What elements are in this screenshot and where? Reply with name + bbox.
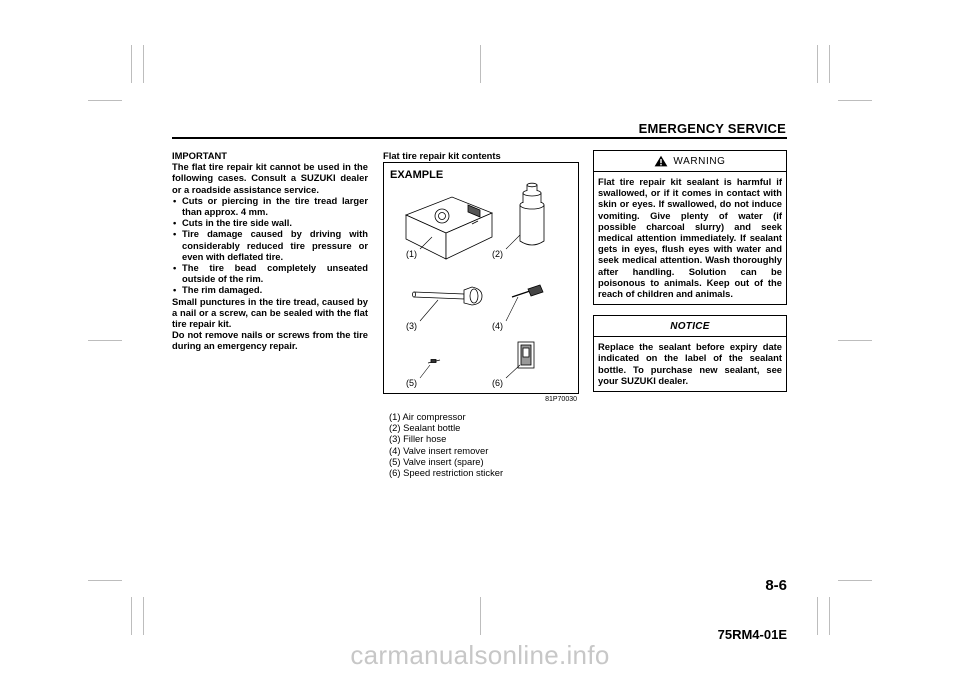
list-item: (1) Air compressor [389,411,466,422]
notice-header [594,316,786,337]
crop-mark [480,597,481,635]
list-item: • Tire damage caused by driving with considerably reduced tire pressure or even with deflated tire. [172,228,368,262]
crop-mark [817,45,818,83]
figure-id: 81P70030 [545,396,577,403]
list-item: (5) Valve insert (spare) [389,455,484,467]
notice-box [593,315,787,392]
crop-mark [143,45,144,83]
valve-insert-illustration [428,360,440,364]
crop-mark [480,45,481,83]
figure-caption: Flat tire repair kit contents [383,150,501,161]
notice-title: NOTICE [670,320,710,332]
crop-mark [143,597,144,635]
repair-kit-illustration [384,163,578,393]
list-item: • Cuts or piercing in the tire tread larger than approx. 4 mm. [172,195,368,217]
crop-mark [838,100,872,101]
crop-mark [829,45,830,83]
warning-header [594,151,786,172]
important-section [172,150,368,352]
warning-title: WARNING [673,155,726,167]
crop-mark [817,597,818,635]
list-item: (3) Filler hose [389,433,447,445]
header-rule [172,137,787,139]
list-item: • The tire bead completely unseated outside of the rim. [172,262,368,284]
callout-5: (5) [406,378,417,388]
example-label: EXAMPLE [390,169,444,181]
crop-mark [88,100,122,101]
crop-mark [131,597,132,635]
crop-mark [88,580,122,581]
crop-mark [131,45,132,83]
list-item: • The rim damaged. [172,284,368,295]
crop-mark [838,340,872,341]
crop-mark [829,597,830,635]
section-title: EMERGENCY SERVICE [638,121,786,136]
crop-mark [88,340,122,341]
important-bullets [172,195,368,296]
warning-box [593,150,787,305]
crop-mark [838,580,872,581]
speed-sticker-illustration [518,342,534,368]
parts-list [389,411,579,478]
notice-text: Replace the sealant before expiry date indicated on the label of the sealant bottle. To purchase new sealant, see your SUZUKI dealer. [598,341,782,386]
callout-4: (4) [492,321,503,331]
important-paragraph: Do not remove nails or screws from the tire during an emergency repair. [172,329,368,352]
callout-1: (1) [406,249,417,259]
callout-6: (6) [492,378,503,388]
important-heading: IMPORTANT [172,150,228,161]
valve-insert-remover-illustration [512,285,543,297]
list-item: (2) Sealant bottle [389,422,461,434]
list-item: (6) Speed restriction sticker [389,467,504,479]
caution-column [593,150,787,392]
page-number: 8-6 [765,577,787,594]
air-compressor-illustration [406,197,492,259]
important-intro: The flat tire repair kit cannot be used in the following cases. Consult a SUZUKI dealer or a roadside assistance service. [172,161,368,195]
callout-2: (2) [492,249,503,259]
list-item: • Cuts in the tire side wall. [172,217,368,228]
list-item: (4) Valve insert remover [389,444,489,456]
warning-triangle-icon [654,155,668,167]
sealant-bottle-illustration [520,183,544,245]
callout-3: (3) [406,321,417,331]
figure-section [383,150,579,478]
filler-hose-illustration [413,287,483,305]
important-paragraph: Small punctures in the tire tread, caused by a nail or a screw, can be sealed with the flat tire repair kit. [172,295,368,330]
watermark: carmanualsonline.info [350,640,610,670]
document-code: 75RM4-01E [717,627,787,642]
repair-kit-figure [383,162,579,394]
warning-text: Flat tire repair kit sealant is harmful if swallowed, or if it comes in contact with skin or eyes. If swallowed, do not induce vomiting. Give plenty of water (if possible charcoal slurry) and seek medical attention immediately. If sealant gets in eyes, flush eyes with water and seek medical attention. Wash thoroughly after handling. Solution can be poisonous to animals. Keep out of the reach of children and animals. [598,176,782,300]
